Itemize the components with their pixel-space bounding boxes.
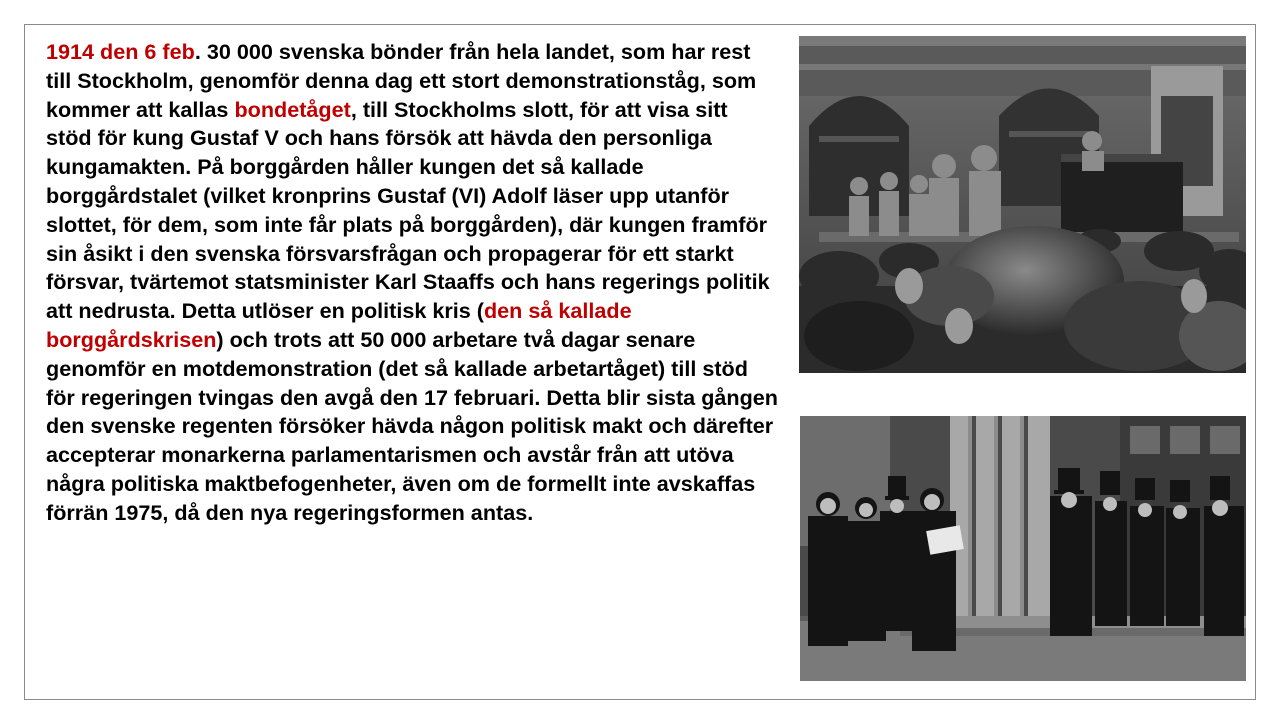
paragraph-part-2: , till Stockholms slott, för att visa sitt stöd för kung Gustaf V och hans försök att hävda den personliga kungamakten. På borggården håller kungen det så kallade borggårdstalet (vilket kronprins Gustaf (VI) Adolf läser upp utanför slottet, för dem, som inte får plats på borggården), där kungen framför sin åsikt i den svenska försvarsfrågan och propagerar för ett starkt försvar, tvärtemot statsminister Karl Staaffs och hans regerings politik att nedrusta. Detta utlöser en politisk kris ( xyxy=(46,96,770,324)
paragraph-part-1: . 30 000 svenska bönder från hela landet, som har rest till Stockholm, genomför denna dag ett stort demonstrationståg, som kommer att kallas xyxy=(46,39,757,122)
photo-men-columns xyxy=(800,416,1246,681)
term-bondetaget: bondetåget xyxy=(234,96,351,122)
date-lead: 1914 den 6 feb xyxy=(46,39,195,64)
term-borggardskrisen: den så kallade borggårdskrisen xyxy=(46,298,632,352)
paragraph-part-3: ) och trots att 50 000 arbetare två dagar senare genomför en motdemonstration (det så kallade arbetartåget) till stöd för regeringen tvingas den avgå den 17 februari. Detta blir sista gången den svenske regenten försöker hävda någon politisk makt och därefter accepterar monarkerna parlamentarismen och avstår från att utöva några politiska maktbefogenheter, även om de formellt inte avskaffas förrän 1975, då den nya regeringsformen antas. xyxy=(46,326,778,525)
body-paragraph xyxy=(46,38,778,528)
photo-crowd-balcony xyxy=(799,36,1246,373)
